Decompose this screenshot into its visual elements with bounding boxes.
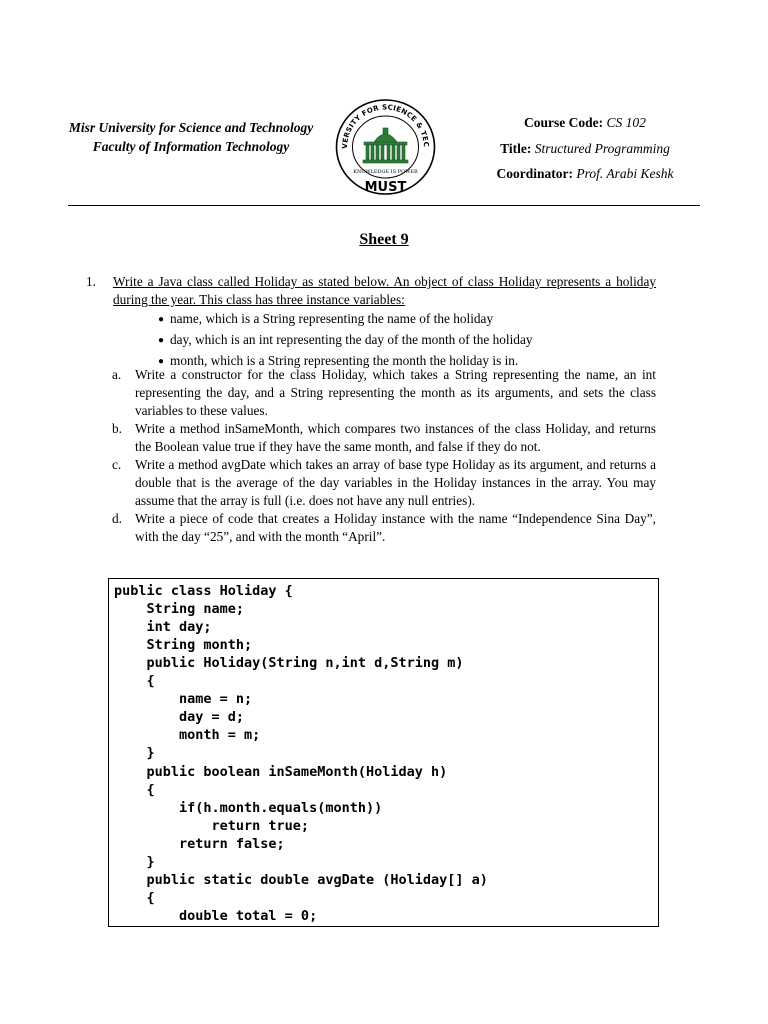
code-line: return true; (114, 818, 310, 834)
course-title-label: Title (500, 140, 527, 156)
code-line: public Holiday(String n,int d,String m) (114, 655, 464, 671)
list-item: ● day, which is an int representing the day of the month of the holiday (158, 330, 658, 351)
list-item: ● month, which is a String representing the month the holiday is in. (158, 351, 658, 372)
code-line: { (114, 782, 155, 798)
question-intro: Write a Java class called Holiday as stated below. An object of class Holiday represents a holiday during the year. This class has three instance variables: (113, 274, 656, 307)
course-info (470, 110, 700, 187)
faculty-name: Faculty of Information Technology (92, 139, 290, 154)
university-logo (334, 98, 437, 196)
course-code-label: Course Code (524, 115, 599, 130)
list-item: ● name, which is a String representing the name of the holiday (158, 309, 658, 330)
part-d (112, 510, 656, 546)
code-line: name = n; (114, 691, 253, 707)
coordinator-row: Coordinator: Prof. Arabi Keshk (496, 166, 674, 181)
code-line: day = d; (114, 709, 245, 725)
coordinator-value: Prof. Arabi Keshk (576, 166, 674, 181)
code-line: } (114, 745, 155, 761)
part-label: b. (112, 421, 122, 436)
course-title-value: Structured Programming (534, 140, 670, 156)
code-line: double total = 0; (114, 908, 318, 924)
course-title-row: Title: Structured Programming (500, 140, 670, 156)
part-text: Write a constructor for the class Holiday, which takes a String representing the name, an int representing the day, and a String representing the month as its arguments, and sets the class variables to these values. (135, 367, 656, 418)
code-line: { (114, 673, 155, 689)
coordinator-label: Coordinator (496, 166, 569, 181)
instance-variable-list (158, 309, 658, 372)
code-listing (108, 578, 659, 927)
code-line: } (114, 854, 155, 870)
code-line: String month; (114, 637, 253, 653)
part-label: a. (112, 367, 122, 382)
course-code-value: CS 102 (606, 115, 646, 130)
code-line: month = m; (114, 727, 261, 743)
code-line: int day; (114, 619, 212, 635)
logo-motto: KNOWLEDGE IS POWER (353, 169, 418, 175)
part-label: d. (112, 511, 122, 526)
course-code-row: Course Code: CS 102 (524, 115, 646, 130)
question-parts (112, 366, 656, 546)
code-line: public class Holiday { (114, 583, 293, 599)
part-text: Write a piece of code that creates a Holiday instance with the name “Independence Sina Day”, with the day “25”, and with the month “April”. (135, 511, 656, 544)
code-line: { (114, 890, 155, 906)
part-label: c. (112, 457, 122, 472)
part-a (112, 366, 656, 420)
part-c (112, 456, 656, 510)
question-number: 1. (86, 274, 96, 289)
header-divider (68, 205, 700, 206)
code-line: public static double avgDate (Holiday[] a) (114, 872, 488, 888)
sheet-title: Sheet 9 (359, 231, 409, 248)
code-line: if(h.month.equals(month)) (114, 800, 383, 816)
logo-arc-text: VERSITY FOR SCIENCE & TEC (340, 103, 431, 149)
logo-acronym: MUST (364, 180, 407, 195)
code-line: public boolean inSameMonth(Holiday h) (114, 764, 448, 780)
bullet-icon: ● (158, 314, 165, 325)
university-seal-icon (334, 98, 437, 196)
part-text: Write a method inSameMonth, which compares two instances of the class Holiday, and returns the Boolean value true if they have the same month, and false if they do not. (135, 421, 656, 454)
code-line: String name; (114, 601, 245, 617)
code-line: return false; (114, 836, 285, 852)
university-header (20, 118, 362, 156)
part-b (112, 420, 656, 456)
part-text: Write a method avgDate which takes an array of base type Holiday as its argument, and returns a double that is the average of the day variables in the Holiday instances in the array. You may assume that the array is full (i.e. does not have any null entries). (135, 457, 656, 508)
bullet-icon: ● (158, 356, 165, 367)
university-name: Misr University for Science and Technology (68, 120, 314, 135)
bullet-icon: ● (158, 335, 165, 346)
